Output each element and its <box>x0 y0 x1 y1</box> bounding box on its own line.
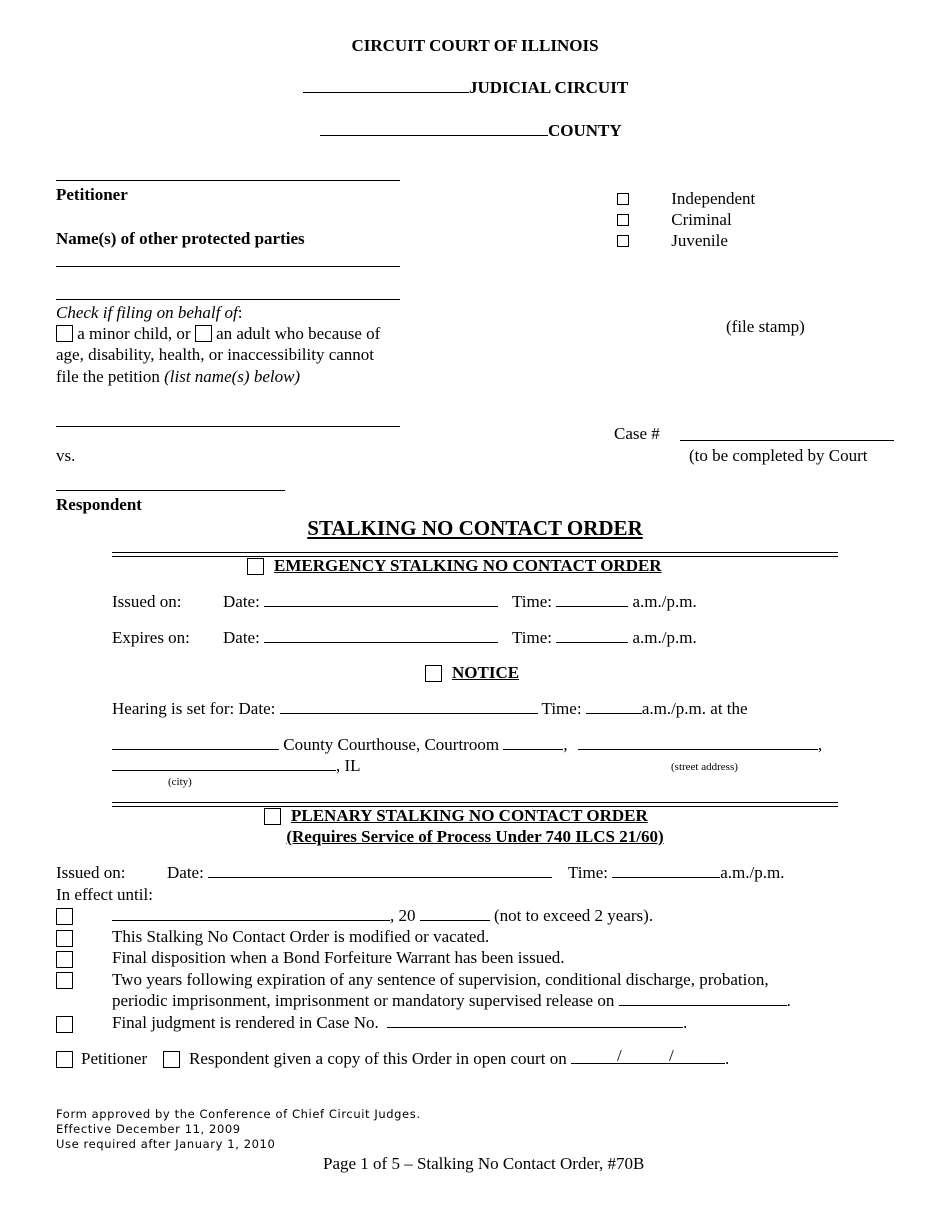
adult-label-3: file the petition <box>56 367 160 386</box>
two-years-label-2: periodic imprisonment, imprisonment or mandatory supervised release on <box>112 991 615 1010</box>
behalf-colon: : <box>237 303 243 322</box>
independent-checkbox[interactable] <box>617 193 629 205</box>
behalf-names-line[interactable] <box>56 426 400 427</box>
copy-date-slash-2: / <box>668 1046 674 1065</box>
emergency-title: EMERGENCY STALKING NO CONTACT ORDER <box>274 556 662 575</box>
emergency-issued-date-field[interactable] <box>264 592 498 607</box>
juvenile-checkbox[interactable] <box>617 235 629 247</box>
adult-label-1: an adult who because of <box>216 324 381 343</box>
modified-checkbox[interactable] <box>56 930 73 947</box>
street-address-note: (street address) <box>671 761 738 773</box>
emergency-divider-1 <box>112 552 838 553</box>
emergency-issued-time-field[interactable] <box>556 592 628 607</box>
until-date-field[interactable] <box>112 906 390 921</box>
case-type-juvenile <box>617 231 728 251</box>
case-number-line[interactable] <box>680 440 894 441</box>
plenary-issued-date-field[interactable] <box>208 863 552 878</box>
minor-child-label: a minor child, or <box>77 324 191 343</box>
judgment-row <box>112 1013 687 1033</box>
emergency-issued-time-row <box>512 592 697 612</box>
hearing-row <box>112 699 748 719</box>
city-field[interactable] <box>112 756 336 771</box>
year-field[interactable] <box>420 906 490 921</box>
adult-label-2: age, disability, health, or inaccessibility cannot <box>56 345 375 364</box>
case-type-criminal <box>617 210 732 230</box>
footer-approval: Form approved by the Conference of Chief Circuit Judges. <box>56 1107 421 1121</box>
plenary-issued-time-field[interactable] <box>612 863 720 878</box>
courtroom-field[interactable] <box>503 735 563 750</box>
plenary-issued-time-row <box>568 863 784 883</box>
emergency-checkbox[interactable] <box>247 558 264 575</box>
vs-label: vs. <box>56 446 76 465</box>
emergency-expires-date-row <box>223 628 498 648</box>
in-effect-label: In effect until: <box>56 885 153 904</box>
independent-label: Independent <box>671 189 756 208</box>
emergency-issued-time-label: Time: <box>512 592 553 611</box>
case-number-note: (to be completed by Court <box>689 446 868 465</box>
city-note: (city) <box>168 776 192 788</box>
year-prefix: , 20 <box>390 906 416 925</box>
hearing-time-field[interactable] <box>586 699 642 714</box>
adult-checkbox[interactable] <box>195 325 212 342</box>
emergency-expires-time-label: Time: <box>512 628 553 647</box>
petitioner-label: Petitioner <box>56 185 128 204</box>
file-stamp-label: (file stamp) <box>726 317 805 336</box>
two-years-label-1: Two years following expiration of any sentence of supervision, conditional discharge, probation, <box>112 970 769 989</box>
two-years-checkbox[interactable] <box>56 972 73 989</box>
hearing-time-label: Time: <box>541 699 582 718</box>
street-address-field[interactable] <box>578 735 818 750</box>
plenary-issued-ampm: a.m./p.m. <box>720 863 785 882</box>
emergency-issued-ampm: a.m./p.m. <box>632 592 697 611</box>
juvenile-label: Juvenile <box>671 231 728 250</box>
release-period: . <box>786 991 791 1010</box>
modified-label: This Stalking No Contact Order is modified or vacated. <box>112 927 490 946</box>
until-date-checkbox[interactable] <box>56 908 73 925</box>
county-line <box>320 121 622 141</box>
bond-label: Final disposition when a Bond Forfeiture Warrant has been issued. <box>112 948 565 967</box>
judicial-circuit-label: JUDICIAL CIRCUIT <box>469 78 629 97</box>
plenary-issued-date-row <box>167 863 552 883</box>
copy-period: . <box>724 1049 730 1068</box>
notice-title: NOTICE <box>452 663 520 682</box>
emergency-expires-time-field[interactable] <box>556 628 628 643</box>
criminal-checkbox[interactable] <box>617 214 629 226</box>
emergency-issued-date-label: Date: <box>223 592 260 611</box>
emergency-expires-time-row <box>512 628 697 648</box>
other-protected-line-2[interactable] <box>56 299 400 300</box>
behalf-label: Check if filing on behalf of <box>56 303 238 322</box>
county-blank[interactable] <box>320 121 548 136</box>
plenary-issued-label: Issued on: <box>56 863 126 882</box>
courthouse-label: County Courthouse, Courtroom <box>283 735 500 754</box>
case-number-label: Case # <box>614 424 660 443</box>
other-protected-line-1[interactable] <box>56 266 400 267</box>
emergency-expires-label: Expires on: <box>112 628 190 647</box>
footer-use-required: Use required after January 1, 2010 <box>56 1137 276 1151</box>
adult-label-3-row <box>56 367 300 387</box>
minor-child-checkbox[interactable] <box>56 325 73 342</box>
year-note: (not to exceed 2 years). <box>494 906 654 925</box>
hearing-date-label: Hearing is set for: Date: <box>112 699 276 718</box>
order-title: STALKING NO CONTACT ORDER <box>307 516 643 540</box>
two-years-row-2 <box>112 991 791 1011</box>
plenary-issued-date-label: Date: <box>167 863 204 882</box>
emergency-expires-date-field[interactable] <box>264 628 498 643</box>
copy-respondent-checkbox[interactable] <box>163 1051 180 1068</box>
plenary-issued-time-label: Time: <box>568 863 609 882</box>
judgment-period: . <box>683 1013 688 1032</box>
case-type-independent <box>617 189 755 209</box>
criminal-label: Criminal <box>671 210 732 229</box>
courthouse-row <box>112 735 822 755</box>
county-label: COUNTY <box>548 121 622 140</box>
city-row <box>112 756 361 776</box>
respondent-label: Respondent <box>56 495 142 514</box>
plenary-subtitle: (Requires Service of Process Under 740 ILCS 21/60) <box>286 827 664 846</box>
il-label: , IL <box>336 756 361 775</box>
judicial-circuit-line <box>303 78 628 98</box>
copy-respondent-label: Respondent given a copy of this Order in open court on <box>189 1049 567 1068</box>
county-name-field[interactable] <box>112 735 279 750</box>
copy-date-slash-1: / <box>616 1046 622 1065</box>
until-date-row <box>112 906 653 926</box>
petitioner-name-line[interactable] <box>56 180 400 181</box>
page-number: Page 1 of 5 – Stalking No Contact Order, #70B <box>323 1154 645 1173</box>
emergency-expires-date-label: Date: <box>223 628 260 647</box>
courtroom-comma: , <box>563 735 568 754</box>
hearing-ampm-at: a.m./p.m. at the <box>641 699 748 718</box>
copy-petitioner-label: Petitioner <box>81 1049 148 1068</box>
copy-row <box>189 1046 730 1069</box>
emergency-expires-ampm: a.m./p.m. <box>632 628 697 647</box>
other-protected-label: Name(s) of other protected parties <box>56 229 305 248</box>
release-date-field[interactable] <box>619 991 787 1006</box>
circuit-blank[interactable] <box>303 78 469 93</box>
bond-checkbox[interactable] <box>56 951 73 968</box>
list-names-note: (list name(s) below) <box>164 367 301 386</box>
copy-date-field[interactable] <box>571 1046 725 1065</box>
notice-checkbox[interactable] <box>425 665 442 682</box>
hearing-date-field[interactable] <box>280 699 538 714</box>
judgment-checkbox[interactable] <box>56 1016 73 1033</box>
emergency-issued-date-row <box>223 592 498 612</box>
footer-effective: Effective December 11, 2009 <box>56 1122 241 1136</box>
judgment-label: Final judgment is rendered in Case No. <box>112 1013 379 1032</box>
court-title: CIRCUIT COURT OF ILLINOIS <box>351 36 599 55</box>
plenary-checkbox[interactable] <box>264 808 281 825</box>
behalf-options <box>56 324 380 344</box>
plenary-title: PLENARY STALKING NO CONTACT ORDER <box>291 806 648 825</box>
street-comma: , <box>817 735 823 754</box>
behalf-heading <box>56 303 243 323</box>
emergency-issued-label: Issued on: <box>112 592 182 611</box>
respondent-name-line[interactable] <box>56 490 285 491</box>
copy-petitioner-checkbox[interactable] <box>56 1051 73 1068</box>
judgment-case-field[interactable] <box>387 1013 683 1028</box>
plenary-divider-1 <box>112 802 838 803</box>
